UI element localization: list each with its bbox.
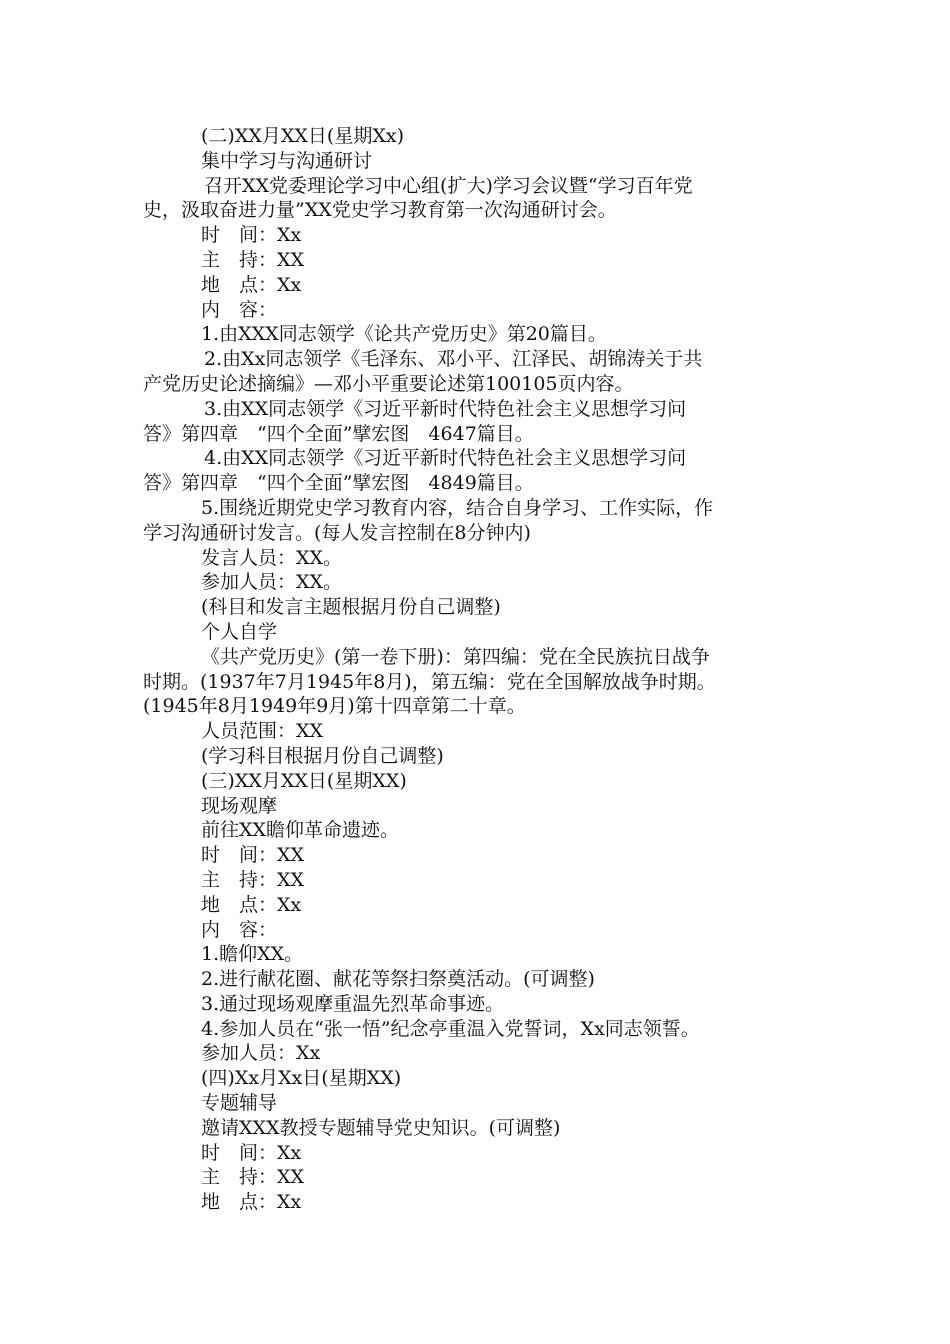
text-line: 1.瞻仰XX。 bbox=[201, 943, 304, 966]
text-line: 时 间：Xx bbox=[201, 1141, 302, 1164]
text-line: 召开XX党委理论学习中心组(扩大)学习会议暨“学习百年党 bbox=[204, 174, 693, 197]
text-line: 3.由XX同志领学《习近平新时代特色社会主义思想学习问 bbox=[204, 397, 687, 420]
text-line: 产党历史论述摘编》—邓小平重要论述第100105页内容。 bbox=[143, 372, 634, 395]
text-line: 3.通过现场观摩重温先烈革命事迹。 bbox=[201, 992, 505, 1015]
text-line: (四)Xx月Xx日(星期XX) bbox=[201, 1067, 402, 1090]
text-line: 地 点：Xx bbox=[201, 893, 302, 916]
text-line: (科目和发言主题根据月份自己调整) bbox=[201, 596, 501, 619]
text-line: 时 间：Xx bbox=[201, 224, 302, 247]
text-line: 答》第四章 “四个全面”擘宏图 4647篇目。 bbox=[143, 422, 534, 445]
text-line: 主 持：XX bbox=[201, 1166, 305, 1189]
text-line: (三)XX月XX日(星期XX) bbox=[201, 769, 407, 792]
document-body bbox=[143, 124, 813, 1215]
text-line: 个人自学 bbox=[201, 620, 278, 643]
text-line: 时 间：XX bbox=[201, 844, 305, 867]
text-line: 1.由XXX同志领学《论共产党历史》第20篇目。 bbox=[201, 323, 607, 346]
text-line: 主 持：XX bbox=[201, 248, 305, 271]
text-line: 内 容： bbox=[201, 918, 278, 941]
text-line: 人员范围：XX bbox=[201, 720, 324, 743]
text-line: 答》第四章 “四个全面”擘宏图 4849篇目。 bbox=[143, 472, 534, 495]
text-line: 内 容： bbox=[201, 298, 278, 321]
text-line: (学习科目根据月份自己调整) bbox=[201, 744, 444, 767]
text-line: 《共产党历史》(第一卷下册)：第四编：党在全民族抗日战争 bbox=[201, 645, 710, 668]
text-line: 主 持：XX bbox=[201, 868, 305, 891]
text-line: 地 点：Xx bbox=[201, 1191, 302, 1214]
text-line: 参加人员：Xx bbox=[201, 1042, 321, 1065]
text-line: 4.由XX同志领学《习近平新时代特色社会主义思想学习问 bbox=[204, 447, 687, 470]
text-line: 4.参加人员在“张一悟”纪念亭重温入党誓词，Xx同志领誓。 bbox=[201, 1017, 700, 1040]
text-line: 时期。(1937年7月1945年8月)，第五编：党在全国解放战争时期。 bbox=[143, 670, 716, 693]
text-line: 专题辅导 bbox=[201, 1092, 278, 1115]
text-line: 地 点：Xx bbox=[201, 273, 302, 296]
text-line: 学习沟通研讨发言。(每人发言控制在8分钟内) bbox=[143, 521, 531, 544]
text-line: 集中学习与沟通研讨 bbox=[201, 149, 373, 172]
text-line: 邀请XXX教授专题辅导党史知识。(可调整) bbox=[201, 1116, 561, 1139]
text-line: 2.由Xx同志领学《毛泽东、邓小平、江泽民、胡锦涛关于共 bbox=[204, 348, 703, 371]
text-line: (二)XX月XX日(星期Xx) bbox=[201, 125, 404, 147]
text-line: 前往XX瞻仰革命遗迹。 bbox=[201, 819, 400, 842]
text-line: 5.围绕近期党史学习教育内容，结合自身学习、工作实际，作 bbox=[201, 496, 714, 519]
text-line: 2.进行献花圈、献花等祭扫祭奠活动。(可调整) bbox=[201, 968, 595, 991]
text-line: (1945年8月1949年9月)第十四章第二十章。 bbox=[143, 695, 526, 718]
text-line: 发言人员：XX。 bbox=[201, 546, 343, 569]
text-line: 史，汲取奋进力量”XX党史学习教育第一次沟通研讨会。 bbox=[143, 199, 617, 222]
text-line: 参加人员：XX。 bbox=[201, 571, 343, 594]
text-line: 现场观摩 bbox=[201, 794, 278, 817]
